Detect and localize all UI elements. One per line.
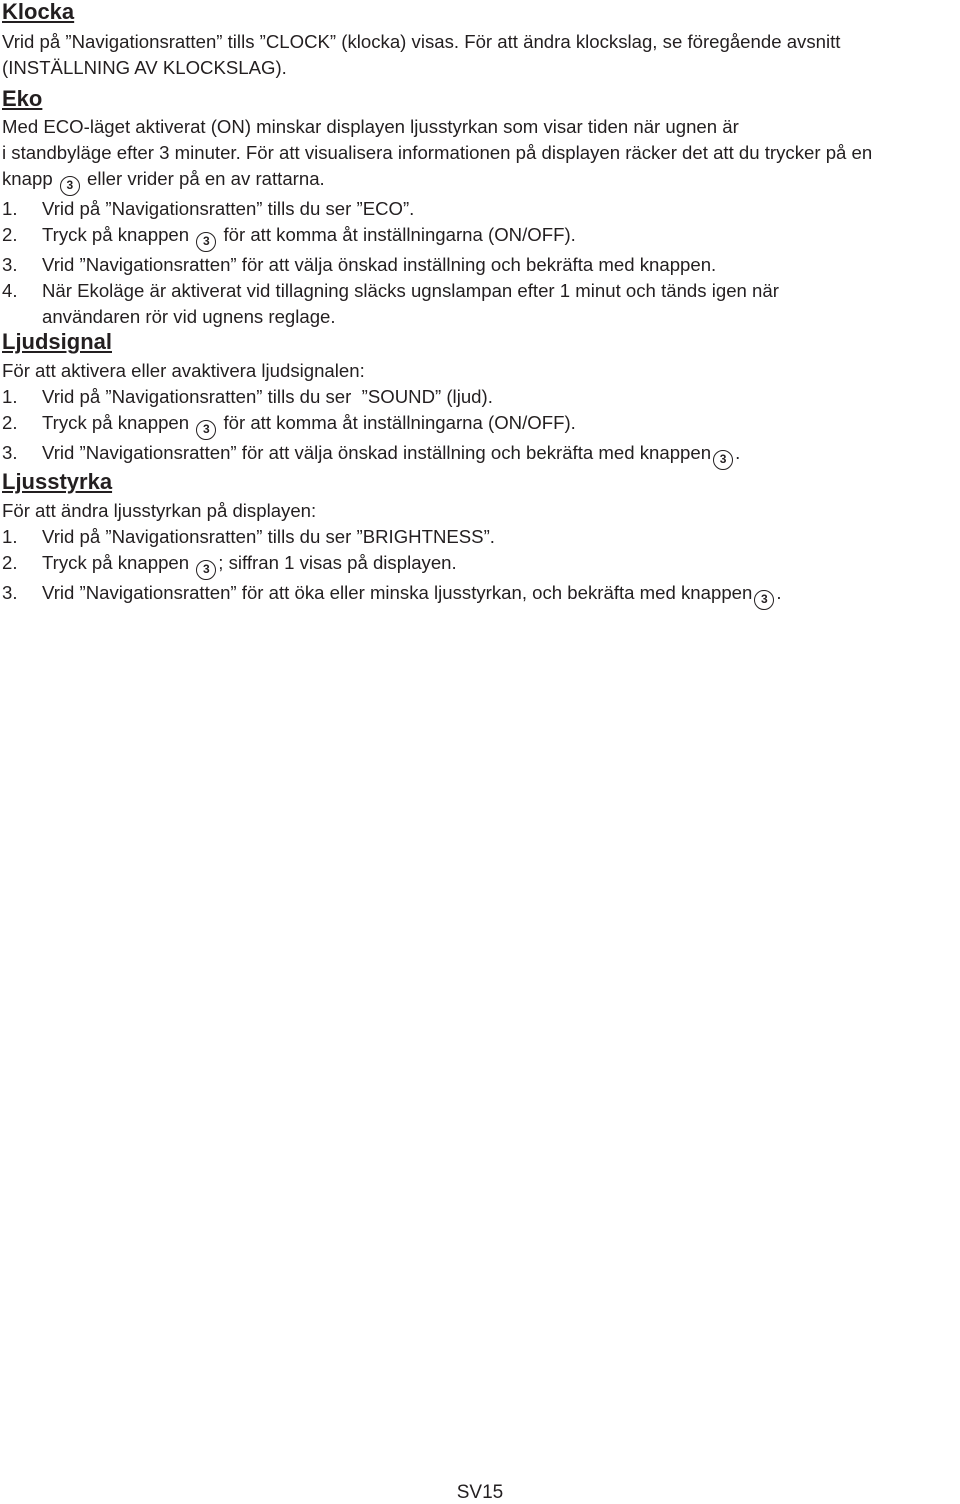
ljudsignal-step bbox=[2, 440, 740, 470]
klocka-line-1: Vrid på ”Navigationsratten” tills ”CLOCK” (klocka) visas. För att ändra klockslag, se föregående avsnitt bbox=[2, 31, 841, 52]
button-3-icon: 3 bbox=[196, 420, 216, 440]
step-text: Tryck på knappen bbox=[42, 224, 190, 245]
section-ljudsignal bbox=[2, 330, 740, 470]
step-number: 1. bbox=[2, 198, 18, 219]
step-text: När Ekoläge är aktiverat vid tillagning släcks ugnslampan efter 1 minut och tänds igen när bbox=[42, 280, 779, 301]
button-3-icon: 3 bbox=[60, 176, 80, 196]
ljudsignal-step bbox=[2, 410, 740, 440]
button-3-icon: 3 bbox=[713, 450, 733, 470]
eko-step bbox=[2, 196, 872, 222]
heading-ljudsignal: Ljudsignal bbox=[2, 329, 112, 354]
ljusstyrka-step bbox=[2, 524, 782, 550]
eko-line-2: i standbyläge efter 3 minuter. För att visualisera informationen på displayen räcker det att du trycker på en bbox=[2, 142, 873, 163]
step-text: Vrid på ”Navigationsratten” tills du ser ”ECO”. bbox=[42, 198, 415, 219]
section-ljusstyrka bbox=[2, 470, 782, 610]
step-text-post: för att komma åt inställningarna (ON/OFF). bbox=[223, 412, 576, 433]
klocka-line-2: (INSTÄLLNING AV KLOCKSLAG). bbox=[2, 57, 287, 78]
step-number: 2. bbox=[2, 552, 18, 573]
button-3-icon: 3 bbox=[196, 232, 216, 252]
step-text: Vrid ”Navigationsratten” för att välja önskad inställning och bekräfta med knappen. bbox=[42, 254, 717, 275]
step-number: 2. bbox=[2, 412, 18, 433]
section-eko bbox=[2, 87, 872, 330]
page-number: SV15 bbox=[456, 1482, 504, 1503]
step-number: 4. bbox=[2, 280, 18, 301]
step-text: Vrid på ”Navigationsratten” tills du ser ”BRIGHTNESS”. bbox=[42, 526, 495, 547]
eko-step bbox=[2, 278, 872, 304]
step-text-line-2: användaren rör vid ugnens reglage. bbox=[42, 306, 336, 327]
eko-line-3-post: eller vrider på en av rattarna. bbox=[87, 168, 325, 189]
eko-step bbox=[2, 252, 872, 278]
eko-line-3-pre: knapp bbox=[2, 168, 53, 189]
eko-line-1: Med ECO-läget aktiverat (ON) minskar displayen ljusstyrkan som visar tiden när ugnen är bbox=[2, 116, 739, 137]
eko-line-3 bbox=[2, 166, 872, 196]
step-text: Vrid ”Navigationsratten” för att öka eller minska ljusstyrkan, och bekräfta med knappen bbox=[42, 582, 753, 603]
ljusstyrka-intro: För att ändra ljusstyrkan på displayen: bbox=[2, 500, 317, 521]
eko-step bbox=[2, 222, 872, 252]
step-number: 3. bbox=[2, 582, 18, 603]
step-text: Vrid ”Navigationsratten” för att välja önskad inställning och bekräfta med knappen bbox=[42, 442, 712, 463]
step-text-post: . bbox=[776, 582, 782, 603]
button-3-icon: 3 bbox=[754, 590, 774, 610]
heading-ljusstyrka: Ljusstyrka bbox=[2, 469, 113, 494]
eko-step-continued bbox=[2, 304, 872, 330]
step-number: 3. bbox=[2, 442, 18, 463]
step-text-post: ; siffran 1 visas på displayen. bbox=[218, 552, 457, 573]
ljudsignal-intro: För att aktivera eller avaktivera ljudsignalen: bbox=[2, 360, 365, 381]
step-text: Tryck på knappen bbox=[42, 412, 190, 433]
step-number: 1. bbox=[2, 526, 18, 547]
step-number: 2. bbox=[2, 224, 18, 245]
step-text: Vrid på ”Navigationsratten” tills du ser ”SOUND” (ljud). bbox=[42, 386, 493, 407]
step-text-post: för att komma åt inställningarna (ON/OFF). bbox=[223, 224, 576, 245]
ljusstyrka-step bbox=[2, 580, 782, 610]
ljudsignal-step bbox=[2, 384, 740, 410]
button-3-icon: 3 bbox=[196, 560, 216, 580]
step-number: 3. bbox=[2, 254, 18, 275]
section-klocka bbox=[2, 0, 840, 81]
heading-eko: Eko bbox=[2, 86, 43, 111]
heading-klocka: Klocka bbox=[2, 0, 75, 24]
step-text: Tryck på knappen bbox=[42, 552, 190, 573]
step-number: 1. bbox=[2, 386, 18, 407]
ljusstyrka-step bbox=[2, 550, 782, 580]
step-text-post: . bbox=[735, 442, 741, 463]
